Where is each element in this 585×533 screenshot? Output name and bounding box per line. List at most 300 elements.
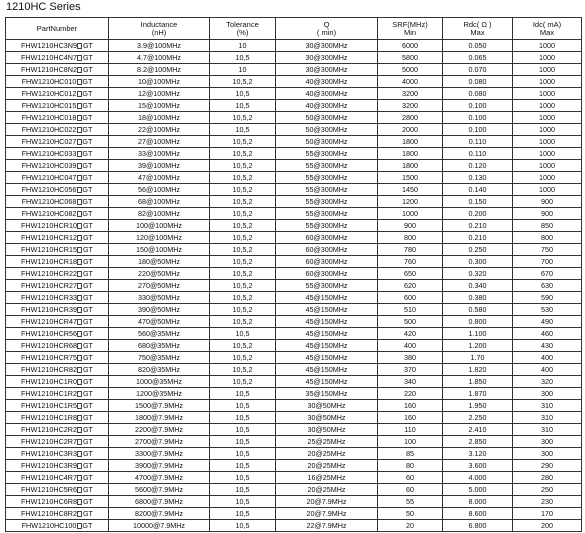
part-number-suffix: GT <box>82 52 93 62</box>
part-number-suffix: GT <box>82 484 93 494</box>
part-number-suffix: GT <box>82 256 93 266</box>
part-number-cell <box>6 232 109 244</box>
part-number-cell <box>6 304 109 316</box>
part-number-cell <box>6 88 109 100</box>
col-header-srf: SRF(MHz) Min <box>378 18 443 40</box>
rdc-cell: 8.600 <box>443 508 513 520</box>
part-number-text: FHW1210HC010 <box>21 76 77 86</box>
table-row <box>6 388 582 400</box>
rdc-cell: 0.580 <box>443 304 513 316</box>
table-row <box>6 244 582 256</box>
rdc-cell: 0.120 <box>443 160 513 172</box>
q-cell: 55@300MHz <box>276 208 378 220</box>
inductance-cell: 4700@7.9MHz <box>109 472 210 484</box>
srf-cell: 1800 <box>378 148 443 160</box>
inductance-cell: 390@50MHz <box>109 304 210 316</box>
placeholder-box-icon <box>77 415 82 421</box>
tolerance-cell: 10,5 <box>210 448 276 460</box>
idc-cell: 900 <box>513 208 582 220</box>
q-cell: 55@300MHz <box>276 148 378 160</box>
part-number-suffix: GT <box>82 148 93 158</box>
table-row <box>6 424 582 436</box>
srf-cell: 110 <box>378 424 443 436</box>
idc-cell: 630 <box>513 280 582 292</box>
part-number-text: FHW1210HC027 <box>21 136 77 146</box>
rdc-cell: 0.300 <box>443 256 513 268</box>
part-number-cell <box>6 412 109 424</box>
idc-cell: 750 <box>513 244 582 256</box>
part-number-text: FHW1210HC3R3 <box>21 448 77 458</box>
inductance-cell: 560@35MHz <box>109 328 210 340</box>
idc-cell: 280 <box>513 472 582 484</box>
placeholder-box-icon <box>77 487 82 493</box>
tolerance-cell: 10,5 <box>210 496 276 508</box>
q-cell: 45@150MHz <box>276 316 378 328</box>
q-cell: 30@50MHz <box>276 400 378 412</box>
part-number-cell <box>6 256 109 268</box>
part-number-suffix: GT <box>82 100 93 110</box>
placeholder-box-icon <box>77 43 82 49</box>
part-number-suffix: GT <box>82 412 93 422</box>
q-cell: 30@300MHz <box>276 52 378 64</box>
table-row <box>6 268 582 280</box>
table-row <box>6 256 582 268</box>
tolerance-cell: 10,5,2 <box>210 220 276 232</box>
part-number-cell <box>6 292 109 304</box>
inductance-cell: 750@35MHz <box>109 352 210 364</box>
idc-cell: 1000 <box>513 172 582 184</box>
part-number-text: FHW1210HCR68 <box>21 340 77 350</box>
srf-cell: 5800 <box>378 52 443 64</box>
srf-cell: 4000 <box>378 76 443 88</box>
rdc-cell: 5.000 <box>443 484 513 496</box>
part-number-text: FHW1210HC4R7 <box>21 472 77 482</box>
rdc-cell: 4.000 <box>443 472 513 484</box>
part-number-text: FHW1210HC033 <box>21 148 77 158</box>
part-number-text: FHW1210HC8N2 <box>21 64 77 74</box>
rdc-cell: 0.200 <box>443 208 513 220</box>
part-number-cell <box>6 172 109 184</box>
tolerance-cell: 10,5,2 <box>210 148 276 160</box>
idc-cell: 900 <box>513 196 582 208</box>
part-number-text: FHW1210HC018 <box>21 112 77 122</box>
tolerance-cell: 10,5,2 <box>210 184 276 196</box>
q-cell: 45@150MHz <box>276 292 378 304</box>
q-cell: 30@50MHz <box>276 412 378 424</box>
placeholder-box-icon <box>77 247 82 253</box>
inductance-cell: 33@100MHz <box>109 148 210 160</box>
table-row <box>6 136 582 148</box>
part-number-cell <box>6 148 109 160</box>
part-number-suffix: GT <box>82 496 93 506</box>
col-header-inductance: Inductance (nH) <box>109 18 210 40</box>
inductance-cell: 220@50MHz <box>109 268 210 280</box>
part-number-text: FHW1210HCR39 <box>21 304 77 314</box>
idc-cell: 460 <box>513 328 582 340</box>
q-cell: 55@300MHz <box>276 184 378 196</box>
table-row <box>6 76 582 88</box>
table-row <box>6 352 582 364</box>
inductance-cell: 8200@7.9MHz <box>109 508 210 520</box>
srf-cell: 380 <box>378 352 443 364</box>
q-cell: 60@300MHz <box>276 232 378 244</box>
table-row <box>6 40 582 52</box>
tolerance-cell: 10,5,2 <box>210 352 276 364</box>
table-row <box>6 148 582 160</box>
idc-cell: 1000 <box>513 88 582 100</box>
q-cell: 60@300MHz <box>276 268 378 280</box>
part-number-text: FHW1210HCR27 <box>21 280 77 290</box>
rdc-cell: 8.000 <box>443 496 513 508</box>
part-number-text: FHW1210HCR18 <box>21 256 77 266</box>
inductance-cell: 2200@7.9MHz <box>109 424 210 436</box>
q-cell: 20@7.9MHz <box>276 496 378 508</box>
idc-cell: 170 <box>513 508 582 520</box>
part-number-text: FHW1210HC3R9 <box>21 460 77 470</box>
rdc-cell: 0.340 <box>443 280 513 292</box>
idc-cell: 530 <box>513 304 582 316</box>
placeholder-box-icon <box>77 439 82 445</box>
part-number-cell <box>6 424 109 436</box>
srf-cell: 3200 <box>378 100 443 112</box>
q-cell: 50@300MHz <box>276 136 378 148</box>
q-cell: 30@300MHz <box>276 40 378 52</box>
inductance-cell: 56@100MHz <box>109 184 210 196</box>
q-cell: 45@150MHz <box>276 376 378 388</box>
tolerance-cell: 10,5,2 <box>210 208 276 220</box>
tolerance-cell: 10,5,2 <box>210 316 276 328</box>
inductance-cell: 3300@7.9MHz <box>109 448 210 460</box>
table-row <box>6 100 582 112</box>
part-number-cell <box>6 52 109 64</box>
rdc-cell: 1.820 <box>443 364 513 376</box>
tolerance-cell: 10,5 <box>210 472 276 484</box>
part-number-suffix: GT <box>82 328 93 338</box>
part-number-cell <box>6 400 109 412</box>
part-number-suffix: GT <box>82 124 93 134</box>
rdc-cell: 3.120 <box>443 448 513 460</box>
part-number-text: FHW1210HCR22 <box>21 268 77 278</box>
tolerance-cell: 10,5 <box>210 508 276 520</box>
part-number-suffix: GT <box>82 280 93 290</box>
srf-cell: 80 <box>378 460 443 472</box>
part-number-cell <box>6 64 109 76</box>
tolerance-cell: 10,5 <box>210 412 276 424</box>
inductance-cell: 150@100MHz <box>109 244 210 256</box>
rdc-cell: 0.070 <box>443 64 513 76</box>
inductance-cell: 18@100MHz <box>109 112 210 124</box>
inductance-cell: 6800@7.9MHz <box>109 496 210 508</box>
col-header-tolerance: Tolerance (%) <box>210 18 276 40</box>
part-number-cell <box>6 484 109 496</box>
inductance-cell: 68@100MHz <box>109 196 210 208</box>
inductance-cell: 82@100MHz <box>109 208 210 220</box>
inductance-cell: 2700@7.9MHz <box>109 436 210 448</box>
idc-cell: 200 <box>513 520 582 532</box>
srf-cell: 2800 <box>378 112 443 124</box>
rdc-cell: 0.320 <box>443 268 513 280</box>
inductance-cell: 12@100MHz <box>109 88 210 100</box>
part-number-suffix: GT <box>82 304 93 314</box>
table-row <box>6 88 582 100</box>
part-number-text: FHW1210HC2R7 <box>21 436 77 446</box>
srf-cell: 420 <box>378 328 443 340</box>
part-number-suffix: GT <box>82 160 93 170</box>
part-number-text: FHW1210HC6R8 <box>21 496 77 506</box>
part-number-text: FHW1210HC082 <box>21 208 77 218</box>
col-header-q: Q ( min) <box>276 18 378 40</box>
placeholder-box-icon <box>77 379 82 385</box>
part-number-text: FHW1210HC068 <box>21 196 77 206</box>
part-number-suffix: GT <box>82 316 93 326</box>
placeholder-box-icon <box>77 355 82 361</box>
part-number-cell <box>6 472 109 484</box>
part-number-suffix: GT <box>82 112 93 122</box>
inductance-cell: 1500@7.9MHz <box>109 400 210 412</box>
tolerance-cell: 10,5 <box>210 484 276 496</box>
rdc-cell: 0.210 <box>443 220 513 232</box>
srf-cell: 600 <box>378 292 443 304</box>
table-row <box>6 280 582 292</box>
rdc-cell: 1.950 <box>443 400 513 412</box>
part-number-suffix: GT <box>82 220 93 230</box>
idc-cell: 1000 <box>513 40 582 52</box>
rdc-cell: 0.800 <box>443 316 513 328</box>
tolerance-cell: 10,5,2 <box>210 160 276 172</box>
table-row <box>6 484 582 496</box>
rdc-cell: 0.130 <box>443 172 513 184</box>
srf-cell: 620 <box>378 280 443 292</box>
q-cell: 55@300MHz <box>276 220 378 232</box>
table-row <box>6 448 582 460</box>
idc-cell: 400 <box>513 352 582 364</box>
spec-table <box>5 17 582 532</box>
srf-cell: 1500 <box>378 172 443 184</box>
placeholder-box-icon <box>77 403 82 409</box>
table-row <box>6 436 582 448</box>
q-cell: 45@150MHz <box>276 328 378 340</box>
tolerance-cell: 10,5,2 <box>210 376 276 388</box>
rdc-cell: 0.150 <box>443 196 513 208</box>
tolerance-cell: 10,5,2 <box>210 340 276 352</box>
inductance-cell: 270@50MHz <box>109 280 210 292</box>
placeholder-box-icon <box>77 259 82 265</box>
srf-cell: 220 <box>378 388 443 400</box>
idc-cell: 1000 <box>513 160 582 172</box>
q-cell: 20@25MHz <box>276 484 378 496</box>
part-number-cell <box>6 448 109 460</box>
idc-cell: 490 <box>513 316 582 328</box>
rdc-cell: 0.100 <box>443 112 513 124</box>
idc-cell: 1000 <box>513 76 582 88</box>
tolerance-cell: 10,5,2 <box>210 304 276 316</box>
tolerance-cell: 10,5,2 <box>210 112 276 124</box>
placeholder-box-icon <box>77 271 82 277</box>
rdc-cell: 0.065 <box>443 52 513 64</box>
part-number-suffix: GT <box>82 88 93 98</box>
part-number-text: FHW1210HCR33 <box>21 292 77 302</box>
table-row <box>6 220 582 232</box>
inductance-cell: 100@100MHz <box>109 220 210 232</box>
placeholder-box-icon <box>77 391 82 397</box>
q-cell: 40@300MHz <box>276 88 378 100</box>
part-number-suffix: GT <box>82 400 93 410</box>
rdc-cell: 2.850 <box>443 436 513 448</box>
idc-cell: 320 <box>513 376 582 388</box>
inductance-cell: 1800@7.9MHz <box>109 412 210 424</box>
rdc-cell: 1.200 <box>443 340 513 352</box>
part-number-text: FHW1210HCR15 <box>21 244 77 254</box>
part-number-text: FHW1210HC039 <box>21 160 77 170</box>
part-number-text: FHW1210HC012 <box>21 88 77 98</box>
srf-cell: 500 <box>378 316 443 328</box>
part-number-suffix: GT <box>82 340 93 350</box>
tolerance-cell: 10,5 <box>210 52 276 64</box>
srf-cell: 510 <box>378 304 443 316</box>
q-cell: 50@300MHz <box>276 124 378 136</box>
part-number-text: FHW1210HC022 <box>21 124 77 134</box>
placeholder-box-icon <box>77 319 82 325</box>
srf-cell: 3200 <box>378 88 443 100</box>
part-number-cell <box>6 208 109 220</box>
inductance-cell: 27@100MHz <box>109 136 210 148</box>
table-row <box>6 460 582 472</box>
part-number-suffix: GT <box>82 388 93 398</box>
part-number-suffix: GT <box>82 436 93 446</box>
srf-cell: 85 <box>378 448 443 460</box>
part-number-suffix: GT <box>82 364 93 374</box>
placeholder-box-icon <box>77 499 82 505</box>
q-cell: 50@300MHz <box>276 112 378 124</box>
q-cell: 55@300MHz <box>276 280 378 292</box>
tolerance-cell: 10,5 <box>210 424 276 436</box>
part-number-cell <box>6 196 109 208</box>
srf-cell: 50 <box>378 508 443 520</box>
part-number-text: FHW1210HC1R2 <box>21 388 77 398</box>
part-number-text: FHW1210HC1R0 <box>21 376 77 386</box>
inductance-cell: 39@100MHz <box>109 160 210 172</box>
table-row <box>6 400 582 412</box>
srf-cell: 1800 <box>378 136 443 148</box>
tolerance-cell: 10,5,2 <box>210 76 276 88</box>
series-title: 1210HC Series <box>6 1 81 13</box>
inductance-cell: 120@100MHz <box>109 232 210 244</box>
tolerance-cell: 10,5,2 <box>210 292 276 304</box>
q-cell: 20@25MHz <box>276 460 378 472</box>
part-number-cell <box>6 124 109 136</box>
srf-cell: 400 <box>378 340 443 352</box>
table-row <box>6 112 582 124</box>
idc-cell: 290 <box>513 460 582 472</box>
part-number-suffix: GT <box>82 448 93 458</box>
part-number-suffix: GT <box>82 232 93 242</box>
rdc-cell: 0.080 <box>443 88 513 100</box>
inductance-cell: 1200@35MHz <box>109 388 210 400</box>
q-cell: 60@300MHz <box>276 244 378 256</box>
part-number-cell <box>6 436 109 448</box>
part-number-suffix: GT <box>82 424 93 434</box>
srf-cell: 800 <box>378 232 443 244</box>
table-row <box>6 196 582 208</box>
idc-cell: 300 <box>513 436 582 448</box>
rdc-cell: 0.380 <box>443 292 513 304</box>
part-number-suffix: GT <box>82 268 93 278</box>
tolerance-cell: 10,5,2 <box>210 268 276 280</box>
inductance-cell: 5600@7.9MHz <box>109 484 210 496</box>
part-number-cell <box>6 112 109 124</box>
part-number-text: FHW1210HC4N7 <box>21 52 77 62</box>
placeholder-box-icon <box>77 343 82 349</box>
rdc-cell: 0.100 <box>443 100 513 112</box>
table-row <box>6 292 582 304</box>
part-number-cell <box>6 460 109 472</box>
idc-cell: 800 <box>513 232 582 244</box>
tolerance-cell: 10,5 <box>210 388 276 400</box>
srf-cell: 1200 <box>378 196 443 208</box>
q-cell: 55@300MHz <box>276 172 378 184</box>
table-row <box>6 412 582 424</box>
srf-cell: 1000 <box>378 208 443 220</box>
srf-cell: 5000 <box>378 64 443 76</box>
srf-cell: 55 <box>378 496 443 508</box>
placeholder-box-icon <box>77 475 82 481</box>
srf-cell: 6000 <box>378 40 443 52</box>
part-number-cell <box>6 100 109 112</box>
part-number-text: FHW1210HC015 <box>21 100 77 110</box>
part-number-suffix: GT <box>82 352 93 362</box>
idc-cell: 300 <box>513 448 582 460</box>
srf-cell: 160 <box>378 400 443 412</box>
placeholder-box-icon <box>77 283 82 289</box>
table-row <box>6 232 582 244</box>
part-number-text: FHW1210HC2R2 <box>21 424 77 434</box>
placeholder-box-icon <box>77 463 82 469</box>
part-number-text: FHW1210HC8R2 <box>21 508 77 518</box>
inductance-cell: 8.2@100MHz <box>109 64 210 76</box>
q-cell: 20@7.9MHz <box>276 508 378 520</box>
idc-cell: 590 <box>513 292 582 304</box>
part-number-text: FHW1210HC3N9 <box>21 40 77 50</box>
idc-cell: 850 <box>513 220 582 232</box>
tolerance-cell: 10,5,2 <box>210 244 276 256</box>
srf-cell: 370 <box>378 364 443 376</box>
part-number-text: FHW1210HC1R5 <box>21 400 77 410</box>
tolerance-cell: 10 <box>210 64 276 76</box>
rdc-cell: 0.140 <box>443 184 513 196</box>
q-cell: 22@7.9MHz <box>276 520 378 532</box>
q-cell: 40@300MHz <box>276 76 378 88</box>
part-number-cell <box>6 160 109 172</box>
rdc-cell: 6.800 <box>443 520 513 532</box>
placeholder-box-icon <box>77 235 82 241</box>
idc-cell: 1000 <box>513 136 582 148</box>
part-number-cell <box>6 364 109 376</box>
part-number-suffix: GT <box>82 376 93 386</box>
part-number-suffix: GT <box>82 136 93 146</box>
table-row <box>6 304 582 316</box>
placeholder-box-icon <box>77 307 82 313</box>
part-number-text: FHW1210HC056 <box>21 184 77 194</box>
placeholder-box-icon <box>77 223 82 229</box>
part-number-cell <box>6 316 109 328</box>
rdc-cell: 1.70 <box>443 352 513 364</box>
part-number-cell <box>6 244 109 256</box>
part-number-suffix: GT <box>82 184 93 194</box>
placeholder-box-icon <box>77 55 82 61</box>
table-row <box>6 472 582 484</box>
part-number-suffix: GT <box>82 244 93 254</box>
table-row <box>6 340 582 352</box>
